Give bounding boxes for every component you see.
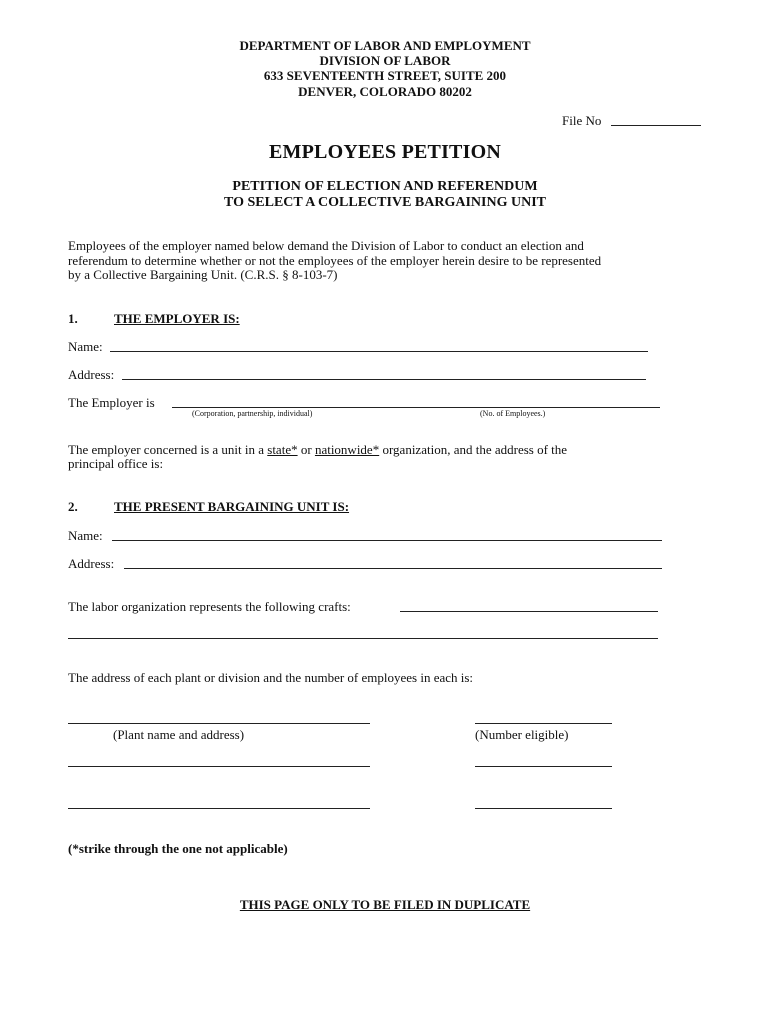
unit-name-field[interactable]: [112, 540, 662, 541]
section1-number: 1.: [68, 311, 78, 326]
employer-name-field[interactable]: [110, 351, 648, 352]
file-no-label: File No: [562, 113, 602, 128]
crafts-field-continued[interactable]: [68, 638, 658, 639]
employer-is-label: The Employer is: [68, 395, 155, 410]
number-eligible-field-1[interactable]: [475, 723, 612, 724]
dept-header-line1: DEPARTMENT OF LABOR AND EMPLOYMENT: [239, 38, 531, 53]
unit-address-field[interactable]: [124, 568, 662, 569]
number-caption: (Number eligible): [475, 727, 569, 742]
employee-count-hint: (No. of Employees.): [480, 409, 546, 418]
unit-statement-line2: principal office is:: [68, 456, 164, 471]
subtitle-line1: PETITION OF ELECTION AND REFERENDUM: [232, 179, 538, 194]
plant-caption: (Plant name and address): [113, 727, 245, 742]
unit-statement: [68, 442, 567, 457]
plant-address-field-2[interactable]: [68, 766, 370, 767]
unit-text-or: or: [300, 442, 312, 457]
intro-line1: Employees of the employer named below demand the Division of Labor to conduct an election and: [68, 238, 584, 253]
section1-heading: THE EMPLOYER IS:: [114, 311, 240, 326]
section2-heading: THE PRESENT BARGAINING UNIT IS:: [114, 499, 350, 514]
unit-option-state[interactable]: state*: [267, 442, 298, 457]
unit-option-nationwide[interactable]: nationwide*: [314, 442, 380, 457]
dept-header-line2: DIVISION OF LABOR: [319, 53, 451, 68]
plant-address-field-3[interactable]: [68, 808, 370, 809]
crafts-field[interactable]: [400, 611, 658, 612]
employer-type-field[interactable]: [172, 407, 660, 408]
dept-header-line3: 633 SEVENTEENTH STREET, SUITE 200: [263, 68, 507, 83]
employer-name-label: Name:: [68, 339, 103, 354]
intro-line2: referendum to determine whether or not the employees of the employer herein desire to be represented: [68, 253, 602, 268]
number-eligible-field-3[interactable]: [475, 808, 612, 809]
number-eligible-field-2[interactable]: [475, 766, 612, 767]
employer-address-field[interactable]: [122, 379, 646, 380]
section2-number: 2.: [68, 499, 78, 514]
dept-header-line4: DENVER, COLORADO 80202: [298, 84, 472, 99]
plant-address-field-1[interactable]: [68, 723, 370, 724]
employer-address-label: Address:: [68, 367, 115, 382]
footer-note: THIS PAGE ONLY TO BE FILED IN DUPLICATE: [239, 897, 531, 912]
strike-note: (*strike through the one not applicable): [68, 841, 288, 856]
file-no-field[interactable]: [611, 125, 701, 126]
unit-text-b: organization, and the address of the: [382, 442, 568, 457]
subtitle-line2: TO SELECT A COLLECTIVE BARGAINING UNIT: [224, 195, 546, 210]
unit-text-a: The employer concerned is a unit in a: [68, 442, 265, 457]
page-title: EMPLOYEES PETITION: [269, 141, 501, 163]
unit-name-label: Name:: [68, 528, 103, 543]
intro-line3: by a Collective Bargaining Unit. (C.R.S. § 8-103-7): [68, 267, 338, 282]
plants-statement: The address of each plant or division and the number of employees in each is:: [68, 670, 474, 685]
crafts-label: The labor organization represents the following crafts:: [68, 599, 351, 614]
employer-type-hint: (Corporation, partnership, individual): [192, 409, 313, 418]
unit-address-label: Address:: [68, 556, 115, 571]
